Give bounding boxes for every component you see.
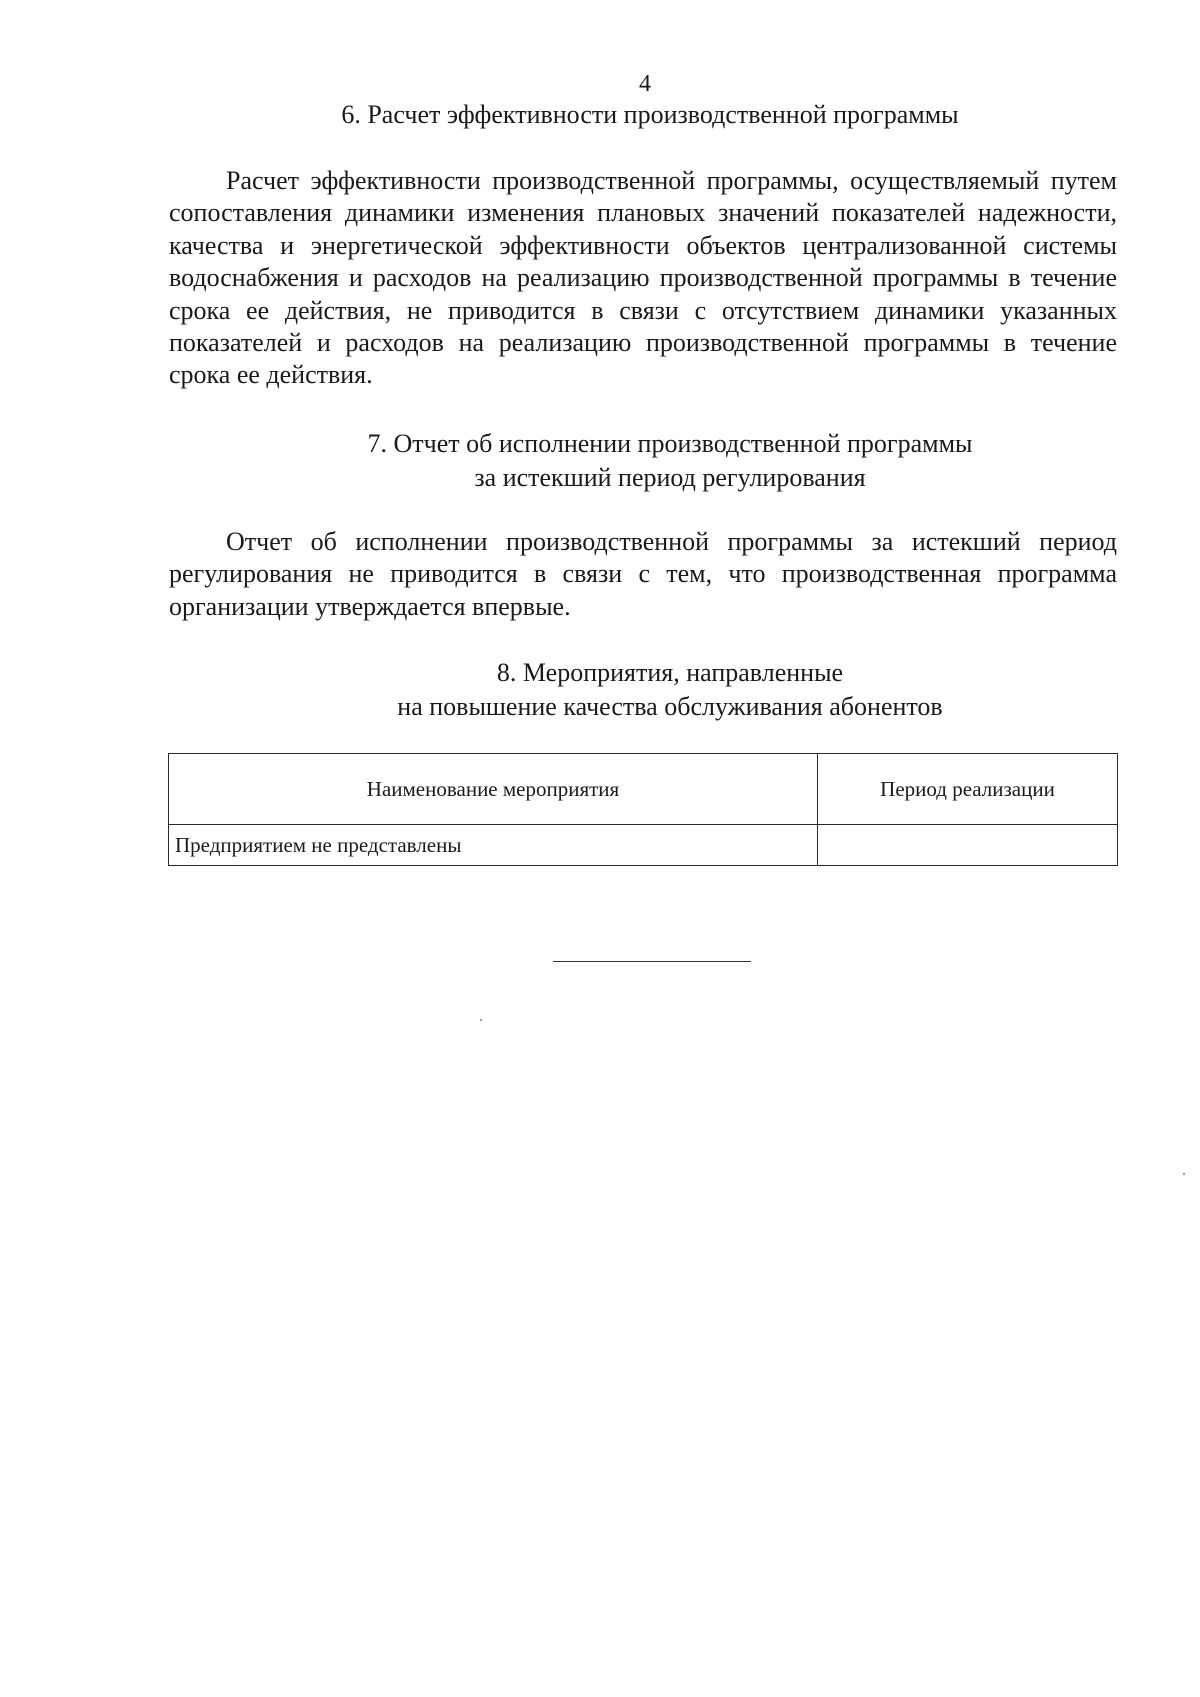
section-7-heading-line-2: за истекший период регулирования bbox=[474, 463, 866, 492]
page-number: 4 bbox=[639, 71, 651, 97]
scan-speck bbox=[480, 1019, 482, 1021]
events-table bbox=[168, 753, 1118, 866]
table-row bbox=[169, 825, 1118, 866]
column-header-event-name: Наименование мероприятия bbox=[169, 754, 818, 825]
table-cell-period bbox=[818, 825, 1118, 866]
scan-speck bbox=[1183, 1173, 1185, 1175]
section-7-paragraph: Отчет об исполнении производственной программы за истекший период регулирования не приводится в связи с тем, что производственная программа организации утверждается впервые. bbox=[169, 527, 1117, 621]
section-7-heading bbox=[300, 427, 1040, 495]
end-of-document-rule bbox=[553, 961, 751, 962]
section-6-heading: 6. Расчет эффективности производственной программы bbox=[341, 100, 959, 129]
section-7-heading-line-1: 7. Отчет об исполнении производственной программы bbox=[367, 429, 973, 458]
table-header-row bbox=[169, 754, 1118, 825]
column-header-period: Период реализации bbox=[818, 754, 1118, 825]
section-8-heading-line-1: 8. Мероприятия, направленные bbox=[496, 658, 844, 687]
section-8-heading-line-2: на повышение качества обслуживания абонентов bbox=[397, 692, 943, 721]
section-8-heading bbox=[300, 656, 1040, 724]
table-cell-event-name: Предприятием не представлены bbox=[169, 825, 818, 866]
section-6-paragraph: Расчет эффективности производственной программы, осуществляемый путем сопоставления динамики изменения плановых значений показателей надежности, качества и энергетической эффективности объектов централизованной системы водоснабжения и расходов на реализацию производственной программы в течение срока ее действия, не приводится в связи с отсутствием динамики указанных показателей и расходов на реализацию производственной программы в течение срока ее действия. bbox=[169, 166, 1117, 390]
